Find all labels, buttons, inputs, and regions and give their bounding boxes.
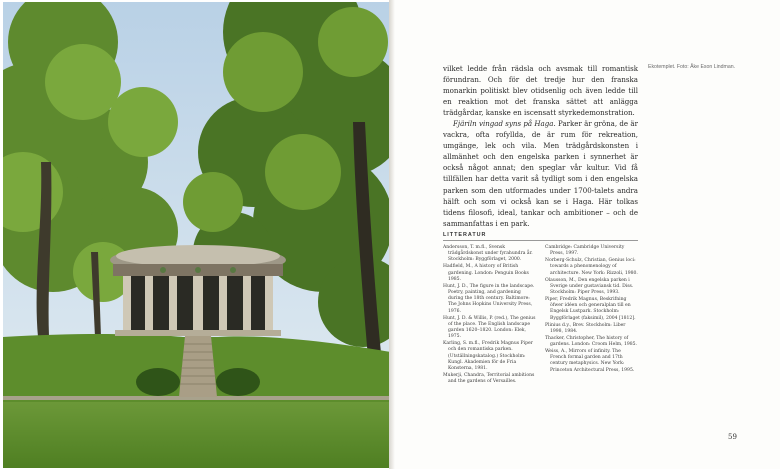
reference: Olausson, M., Den engelska parken i Sverige under gustaviansk tid. Diss. Stockholm: Piper Press, 1993.	[545, 277, 634, 296]
reference: Hadfield, M., A history of British gardening. London: Penguin Books 1985.	[443, 264, 529, 282]
literature-column-2	[545, 245, 638, 375]
reference: Mukerji, Chandra, Territorial ambitions and the gardens of Versailles.	[443, 373, 535, 385]
paragraph-2-text: Parker är gröna, de är vackra, ofta rofyllda, de är rum för rekreation, umgänge, lek och vila. Men trädgårdskonsten i allmänhet och den engelska parken i synnerhet är också något annat; den speglar vår kultur. Vid få tillfällen har detta varit så tydligt som i den engelska parken som den utformades under 1700-talets andra hälft och som vi också kan se i Haga. Här tolkas tidens filosofi, ideal, tankar och ambitioner – och de sammanfattas i en park.	[443, 119, 638, 228]
reference: Hunt, J. D. & Willis, P. (red.), The genius of the place. The English landscape garden 1620–1820. London: Elek, 1975.	[443, 315, 536, 340]
reference: Weiss, A., Mirrors of infinity. The French formal garden and 17th century metaphysics. New York: Princeton Architectural Press, 1995.	[545, 349, 635, 373]
photo-caption: Ekotemplet. Foto: Åke Eson Lindman.	[648, 64, 736, 70]
reference: Hunt, J. D., The figure in the landscape. Poetry, painting, and gardening during the 18th century. Baltimore: The Johns Hopkins University Press, 1976.	[443, 283, 535, 314]
paragraph-2	[443, 118, 638, 228]
reference: Cambridge: Cambridge University Press, 1997.	[545, 245, 625, 257]
book-gutter	[389, 0, 395, 469]
literature-heading: LITTERATUR	[443, 232, 487, 238]
reference: Plinius d.y., Brev. Stockholm: Liber 1998, 1984.	[545, 322, 626, 334]
pavilion	[110, 245, 286, 336]
reference: Thacker, Christopher, The history of gardens. London: Croom Helm, 1985.	[545, 335, 638, 348]
reference: Piper, Fredrik Magnus, Beskrifning öfwer idéen och generalplan till en Engelsk Lustpark. Stockholm: Byggförlaget (faksimil), 2004 [1812].	[545, 297, 636, 321]
literature-rule	[443, 240, 638, 241]
paragraph-2-lead: Fjäriln vingad syns på Haga.	[453, 119, 556, 129]
reference: Andersson, T. m.fl., Svensk trädgårdskonst under fyrahundra år. Stockholm: Byggförlaget, 2000.	[443, 245, 533, 263]
literature-column-1	[443, 245, 536, 386]
page-number: 59	[728, 433, 737, 441]
reference: Karling, S. m.fl., Fredrik Magnus Piper och den romantiska parken. (Utställningskatalog.) Stockholm: Kungl. Akademien för de Fria Konsterna, 1981.	[443, 341, 533, 372]
paragraph-1: vilket ledde från rädsla och avsmak till romantisk förundran. Och för det tredje hur den franska monarkin politiskt blev otidsenlig och även ledde till en reaktion mot det franska sättet att anlägga trädgårdar, kanske en iscensatt styrkedemonstration.	[443, 64, 638, 118]
body-text	[443, 63, 638, 229]
stairs	[179, 336, 217, 397]
reference: Norberg-Schulz, Christian, Genius loci: towards a phenomenology of architecture. New York: Rizzoli, 1980.	[545, 258, 638, 276]
pavilion-photo	[3, 2, 391, 468]
